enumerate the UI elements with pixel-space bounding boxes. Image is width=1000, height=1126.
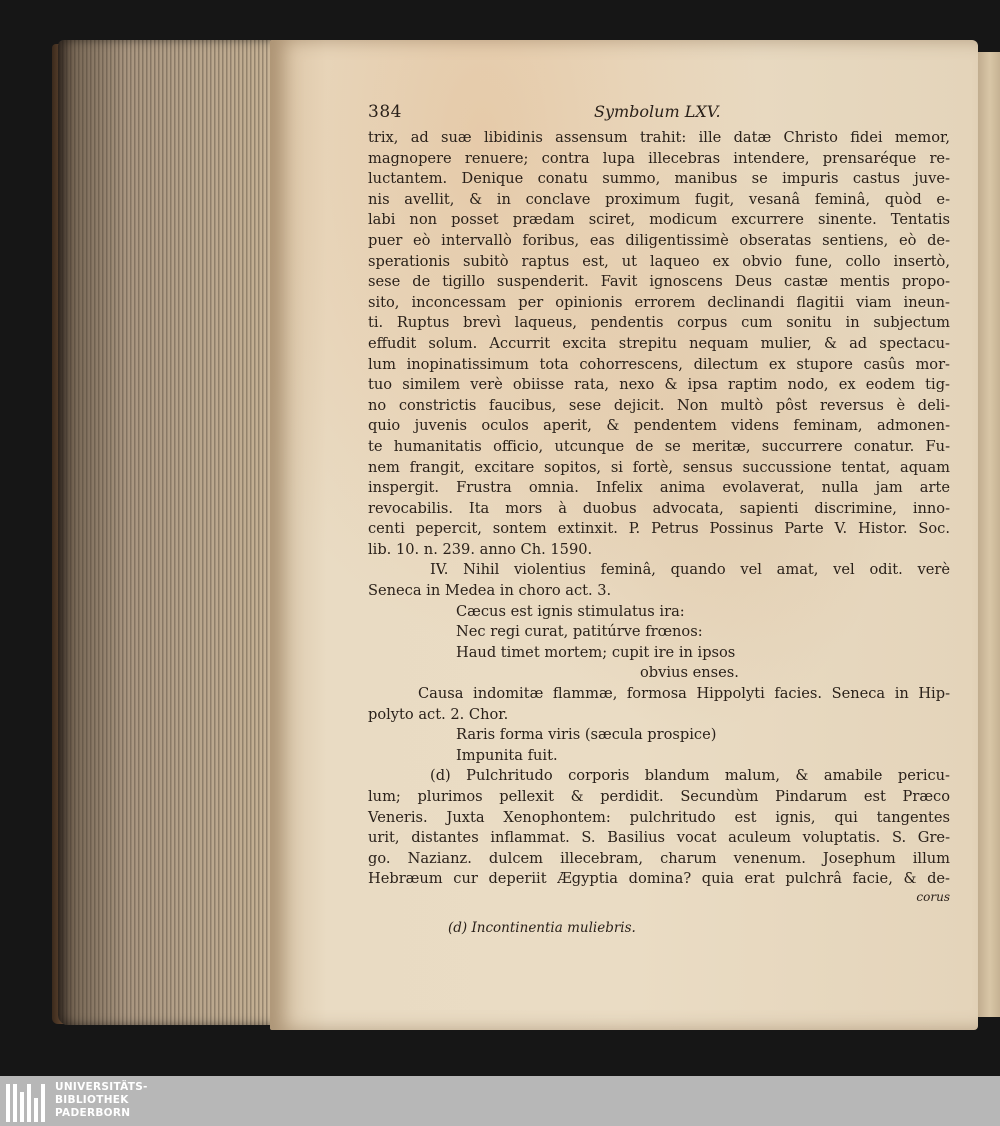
text-line: nis avellit, & in conclave proximum fugit, vesanâ feminâ, quòd e- — [368, 190, 950, 208]
verse-line: Raris forma viris (sæcula prospice) — [456, 726, 717, 744]
footnote: (d) Incontinentia muliebris. — [448, 920, 636, 936]
library-logo-icon — [6, 1080, 48, 1122]
text-line: lib. 10. n. 239. anno Ch. 1590. — [368, 540, 593, 558]
text-line: Seneca in Medea in choro act. 3. — [368, 582, 612, 600]
running-title: Symbolum LXV. — [594, 102, 721, 121]
text-line: polyto act. 2. Chor. — [368, 705, 509, 723]
verse-line: Cæcus est ignis stimulatus ira: — [456, 602, 685, 620]
page-header — [368, 102, 950, 128]
text-line: labi non posset prædam sciret, modicum excurrere sinente. Tentatis — [368, 211, 950, 229]
text-line: trix, ad suæ libidinis assensum trahit: ille datæ Christo fidei memor, — [368, 129, 950, 146]
text-line: sese de tigillo suspenderit. Favit ignoscens Deus castæ mentis propo- — [368, 273, 950, 291]
catchword: corus — [916, 889, 950, 904]
text-line: quio juvenis oculos aperit, & pendentem videns feminam, admonen- — [368, 417, 950, 435]
book-fore-edge — [58, 40, 288, 1025]
text-line: urit, distantes inflammat. S. Basilius vocat aculeum voluptatis. S. Gre- — [368, 829, 950, 847]
text-line: go. Nazianz. dulcem illecebram, charum venenum. Josephum illum — [368, 849, 950, 867]
text-line: tuo similem verè obiisse rata, nexo & ipsa raptim nodo, ex eodem tig- — [368, 376, 950, 394]
library-logo-text — [55, 1081, 148, 1120]
text-line: lum; plurimos pellexit & perdidit. Secundùm Pindarum est Præco — [368, 788, 950, 805]
text-line: sito, inconcessam per opinionis errorem declinandi flagitii viam ineun- — [368, 293, 950, 311]
verse-line: Haud timet mortem; cupit ire in ipsos — [456, 643, 736, 661]
text-line: IV. Nihil violentius feminâ, quando vel amat, vel odit. verè — [430, 561, 950, 579]
text-line: ti. Ruptus brevì laqueus, pendentis corpus cum sonitu in subjectum — [368, 314, 950, 332]
text-line: te humanitatis officio, utcunque de se meritæ, succurrere conatur. Fu- — [368, 437, 950, 455]
text-line: Causa indomitæ flammæ, formosa Hippolyti facies. Seneca in Hip- — [418, 685, 950, 703]
text-line: luctantem. Denique conatu summo, manibus se impuris castus juve- — [368, 170, 950, 188]
library-footer-bar — [0, 1076, 1000, 1126]
text-line: nem frangit, excitare sopitos, si fortè, sensus succussione tentat, aquam — [368, 458, 950, 476]
library-name-line: UNIVERSITÄTS- — [55, 1081, 148, 1093]
library-name-line: PADERBORN — [55, 1107, 131, 1119]
page-number: 384 — [368, 102, 402, 122]
text-line: (d) Pulchritudo corporis blandum malum, & amabile pericu- — [430, 767, 950, 785]
text-line: inspergit. Frustra omnia. Infelix anima evolaverat, nulla jam arte — [368, 479, 950, 497]
book-page — [270, 40, 978, 1030]
text-line: lum inopinatissimum tota cohorrescens, dilectum ex stupore casûs mor- — [368, 355, 950, 373]
text-line: Hebræum cur deperiit Ægyptia domina? quia erat pulchrâ facie, & de- — [368, 870, 950, 888]
text-line: no constrictis faucibus, sese dejicit. Non multò pôst reversus è deli- — [368, 396, 950, 414]
verse-line: obvius enses. — [640, 664, 739, 682]
text-line: centi pepercit, sontem extinxit. P. Petrus Possinus Parte V. Histor. Soc. — [368, 520, 950, 538]
page-text — [368, 102, 950, 904]
text-line: Veneris. Juxta Xenophontem: pulchritudo est ignis, qui tangentes — [368, 808, 950, 826]
library-name-line: BIBLIOTHEK — [55, 1094, 129, 1106]
text-line: effudit solum. Accurrit excita strepitu nequam mulier, & ad spectacu- — [368, 334, 950, 352]
text-line: puer eò intervallò foribus, eas diligentissimè obseratas sentiens, eò de- — [368, 231, 950, 249]
verse-line: Impunita fuit. — [456, 746, 558, 764]
text-line: magnopere renuere; contra lupa illecebras intendere, prensaréque re- — [368, 149, 950, 167]
text-line: revocabilis. Ita mors à duobus advocata, sapienti discrimine, inno- — [368, 499, 950, 517]
verse-line: Nec regi curat, patitúrve frœnos: — [456, 623, 703, 641]
text-line: sperationis subitò raptus est, ut laqueo ex obvio fune, collo insertò, — [368, 252, 950, 270]
